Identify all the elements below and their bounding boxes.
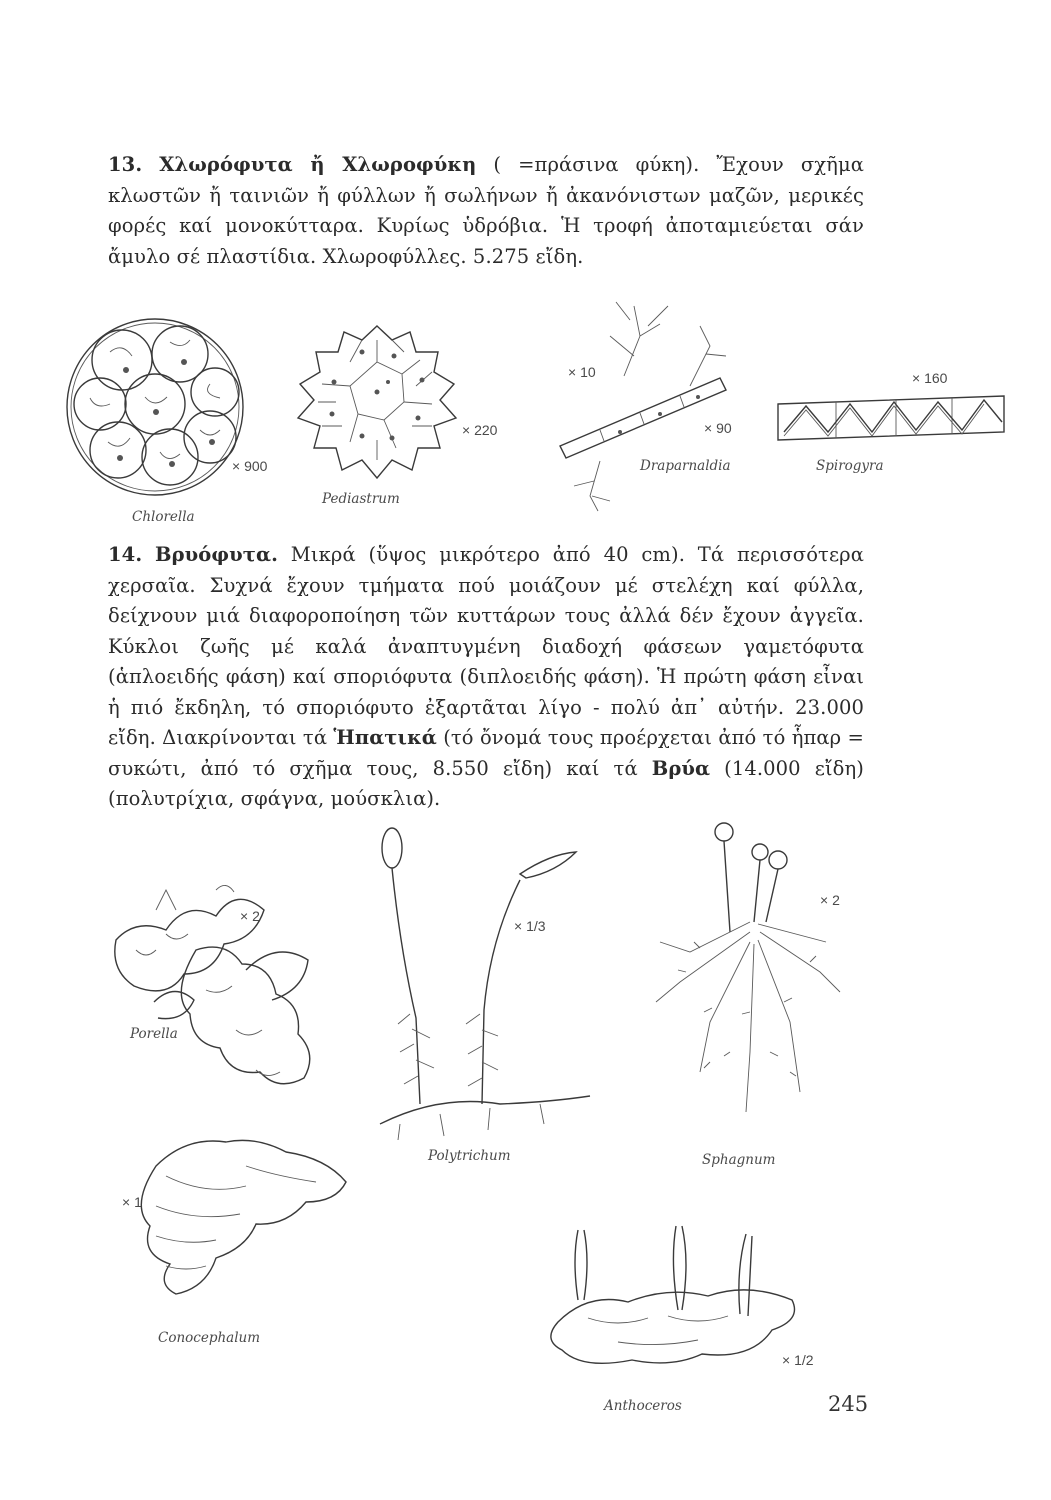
conocephalum-magnification: × 1 <box>122 1194 142 1210</box>
anthoceros-caption: Anthoceros <box>604 1398 682 1414</box>
draparnaldia-magnification-low: × 10 <box>568 364 596 380</box>
sphagnum-caption: Sphagnum <box>702 1152 776 1168</box>
anthoceros-magnification: × 1/2 <box>782 1352 814 1368</box>
page-number: 245 <box>828 1392 869 1416</box>
conocephalum-illustration <box>126 1136 356 1326</box>
conocephalum-caption: Conocephalum <box>158 1330 261 1346</box>
anthoceros-illustration <box>548 1222 808 1382</box>
pediastrum-illustration <box>292 322 462 482</box>
section-14-paragraph <box>108 540 864 815</box>
section-14-title: Βρυόφυτα. <box>155 543 279 566</box>
chlorella-magnification: × 900 <box>232 458 268 474</box>
sphagnum-magnification: × 2 <box>820 892 840 908</box>
section-14-text-3: (14.000 εἴδη) (πολυτρίχια, σφάγνα, μούσκλια). <box>108 756 864 810</box>
porella-illustration <box>96 870 316 1110</box>
draparnaldia-caption: Draparnaldia <box>640 458 731 474</box>
section-13-text: ( =πράσινα φύκη). Ἔχουν σχῆμα κλωστῶν ἤ ταινιῶν ἤ φύλλων ἤ σωλήνων ἤ ἀκανόνιστων μαζῶν, μερικές φορές καί μονοκύτταρα. Κυρίως ὑδρόβια. Ἡ τροφή ἀποταμιεύεται σάν ἄμυλο σέ πλαστίδια. Χλωροφύλλες. 5.275 εἴδη. <box>108 153 864 268</box>
chlorella-illustration <box>60 312 250 502</box>
section-13-number: 13. <box>108 153 143 176</box>
section-13-paragraph <box>108 150 864 272</box>
porella-magnification: × 2 <box>240 908 260 924</box>
draparnaldia-magnification-high: × 90 <box>704 420 732 436</box>
section-13-title: Χλωρόφυτα ἤ Χλωροφύκη <box>159 153 477 176</box>
section-14-bold-mosses: Βρύα <box>651 756 711 780</box>
spirogyra-caption: Spirogyra <box>816 458 884 474</box>
polytrichum-magnification: × 1/3 <box>514 918 546 934</box>
chlorella-caption: Chlorella <box>132 509 195 525</box>
section-14-text-2: (τό ὄνομά τους προέρχεται ἀπό τό ἧπαρ = συκώτι, ἀπό τό σχῆμα τους, 8.550 εἴδη) καί τά <box>108 726 864 780</box>
polytrichum-caption: Polytrichum <box>428 1148 511 1164</box>
draparnaldia-illustration <box>540 296 760 516</box>
section-14-bold-hepatica: Ἡπατικά <box>333 726 437 749</box>
section-14-text-1: Μικρά (ὕψος μικρότερο ἀπό 40 cm). Τά περισσότερα χερσαῖα. Συχνά ἔχουν τμήματα πού μοιάζουν μέ στελέχη καί φύλλα, δείχνουν μιά διαφοροποίηση τῶν κυττάρων τους ἀλλά δέν ἔχουν ἀγγεῖα. Κύκλοι ζωῆς μέ καλά ἀναπτυγμένη διαδοχή φάσεων γαμετόφυτα (ἁπλοειδής φάση) καί σποριόφυτα (διπλοειδής φάση). Ἡ πρώτη φάση εἶναι ἡ πιό ἔκδηλη, τό σποριόφυτο ἐξαρτᾶται λίγο - πολύ ἀπ᾿ αὐτήν. 23.000 εἴδη. Διακρίνονται τά <box>108 543 864 749</box>
pediastrum-magnification: × 220 <box>462 422 498 438</box>
sphagnum-illustration <box>650 812 850 1132</box>
pediastrum-caption: Pediastrum <box>322 491 400 507</box>
spirogyra-magnification: × 160 <box>912 370 948 386</box>
spirogyra-illustration <box>776 392 1006 452</box>
porella-caption: Porella <box>130 1026 178 1042</box>
polytrichum-illustration <box>370 824 600 1144</box>
section-14-number: 14. <box>108 543 143 566</box>
